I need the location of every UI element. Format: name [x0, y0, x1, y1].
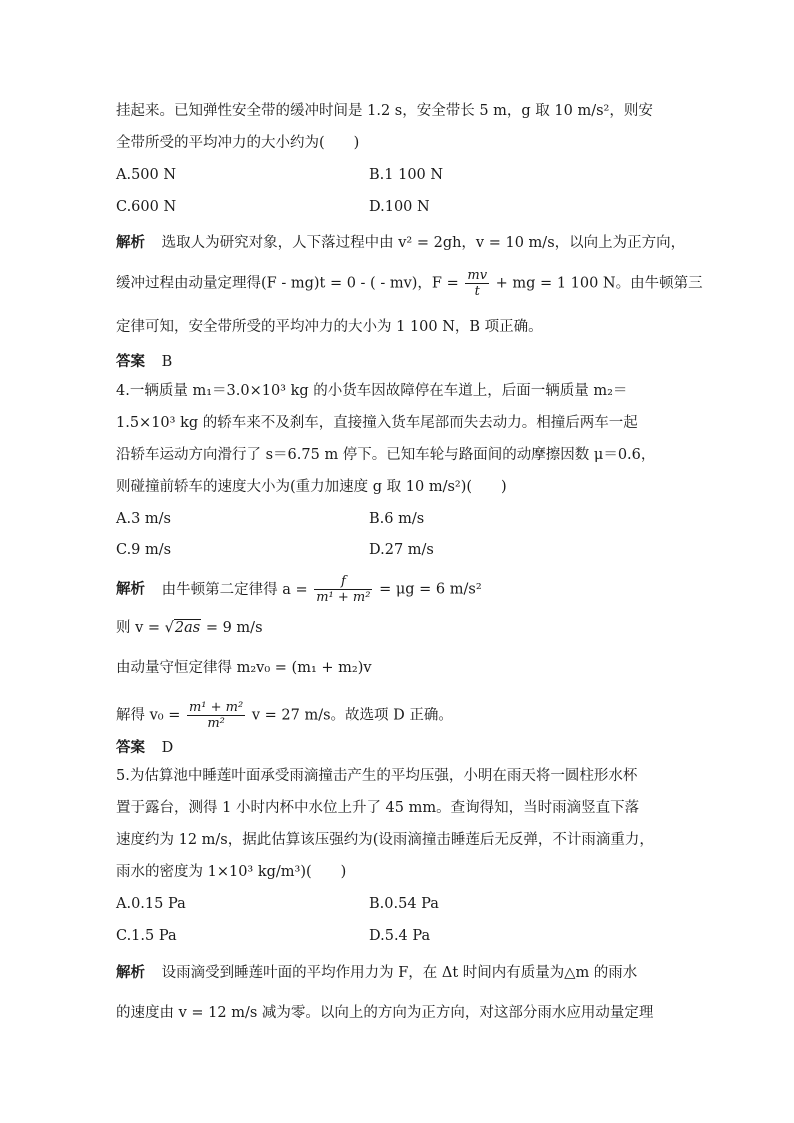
q4-fraction-2-denominator: m² [187, 715, 245, 731]
q3-fraction [465, 268, 489, 299]
q4-fraction-2-numerator: m¹ + m² [188, 700, 244, 715]
q3-option-a: A.500 N [116, 167, 177, 183]
q5-stem-line-2: 置于露台，测得 1 小时内杯中水位上升了 45 mm。查询得知，当时雨滴竖直下落 [116, 800, 640, 816]
sqrt-sign-icon: √ [164, 620, 174, 636]
q3-analysis-text-2b: + mg = 1 100 N。由牛顿第三 [495, 275, 703, 292]
q4-stem-line-3: 沿轿车运动方向滑行了 s＝6.75 m 停下。已知车轮与路面间的动摩擦因数 μ＝0.6， [116, 447, 656, 463]
q5-analysis-label: 解析 [116, 964, 145, 981]
q3-option-c: C.600 N [116, 199, 177, 215]
q4-answer-value: D [161, 740, 174, 756]
q5-analysis-line-2: 的速度由 v = 12 m/s 减为零。以向上的方向为正方向，对这部分雨水应用动量定理 [116, 1005, 654, 1021]
q3-analysis-text-1: 选取人为研究对象，人下落过程中由 v² = 2gh，v = 10 m/s，以向上为正方向， [161, 235, 686, 251]
q5-stem-line-4: 雨水的密度为 1×10³ kg/m³)( ) [116, 864, 347, 880]
q5-stem-line-3: 速度约为 12 m/s，据此估算该压强约为(设雨滴撞击睡莲后无反弹，不计雨滴重力， [116, 832, 654, 848]
q4-analysis-line-1 [116, 574, 682, 605]
q3-fraction-denominator: t [465, 283, 489, 299]
q4-answer-label: 答案 [116, 739, 145, 756]
q3-analysis-line-1 [116, 233, 686, 253]
q4-sqrt-radicand: 2as [174, 620, 201, 636]
q3-answer-value: B [161, 354, 173, 370]
q4-analysis-text-2b: = 9 m/s [205, 620, 263, 636]
q5-option-a: A.0.15 Pa [116, 896, 186, 912]
q3-answer-line [116, 352, 682, 372]
q4-fraction-1 [314, 574, 372, 605]
q5-option-b: B.0.54 Pa [369, 896, 439, 912]
q3-option-b: B.1 100 N [369, 167, 444, 183]
q4-fraction-1-numerator: f [340, 574, 346, 589]
q4-option-b: B.6 m/s [369, 511, 425, 527]
q4-option-d: D.27 m/s [369, 542, 434, 558]
q4-fraction-2 [187, 700, 245, 731]
q5-analysis-line-1 [116, 963, 682, 983]
q3-option-d: D.100 N [369, 199, 430, 215]
q4-fraction-1-denominator: m¹ + m² [316, 590, 371, 605]
q5-option-d: D.5.4 Pa [369, 928, 431, 944]
q4-analysis-text-1b: = μg = 6 m/s² [379, 581, 482, 598]
q4-option-a: A.3 m/s [116, 511, 171, 527]
q4-analysis-text-1a: 由牛顿第二定律得 a = [161, 581, 308, 598]
q5-option-c: C.1.5 Pa [116, 928, 177, 944]
q3-answer-label: 答案 [116, 353, 145, 370]
q5-stem-line-1: 5.为估算池中睡莲叶面承受雨滴撞击产生的平均压强，小明在雨天将一圆柱形水杯 [116, 768, 638, 784]
q4-stem-line-4: 则碰撞前轿车的速度大小为(重力加速度 g 取 10 m/s²)( ) [116, 479, 507, 495]
q4-analysis-line-4 [116, 700, 682, 731]
q4-analysis-line-3: 由动量守恒定律得 m₂v₀ = (m₁ + m₂)v [116, 660, 372, 676]
q3-fraction-numerator: mv [467, 268, 488, 283]
q4-option-c: C.9 m/s [116, 542, 172, 558]
q4-analysis-text-4a: 解得 v₀ = [116, 707, 181, 724]
q3-stem-line-2: 全带所受的平均冲力的大小约为( ) [116, 135, 360, 151]
q4-answer-line [116, 738, 682, 758]
q5-analysis-text-1: 设雨滴受到睡莲叶面的平均作用力为 F，在 Δt 时间内有质量为△m 的雨水 [161, 965, 638, 981]
q4-analysis-line-2 [116, 618, 682, 638]
q3-analysis-label: 解析 [116, 234, 145, 251]
q4-analysis-label: 解析 [116, 580, 145, 598]
q3-stem-line-1: 挂起来。已知弹性安全带的缓冲时间是 1.2 s，安全带长 5 m，g 取 10 m/s²，则安 [116, 103, 653, 119]
q4-analysis-text-2a: 则 v = [116, 620, 161, 636]
q4-analysis-text-4b: v = 27 m/s。故选项 D 正确。 [251, 707, 453, 724]
q4-stem-line-1: 4.一辆质量 m₁＝3.0×10³ kg 的小货车因故障停在车道上，后面一辆质量 m₂＝ [116, 383, 628, 399]
q3-analysis-line-2 [116, 268, 703, 299]
q3-analysis-line-3: 定律可知，安全带所受的平均冲力的大小为 1 100 N，B 项正确。 [116, 319, 543, 335]
q3-analysis-text-2a: 缓冲过程由动量定理得(F - mg)t = 0 - ( - mv)，F = [116, 275, 459, 292]
q4-stem-line-2: 1.5×10³ kg 的轿车来不及刹车，直接撞入货车尾部而失去动力。相撞后两车一起 [116, 415, 638, 431]
